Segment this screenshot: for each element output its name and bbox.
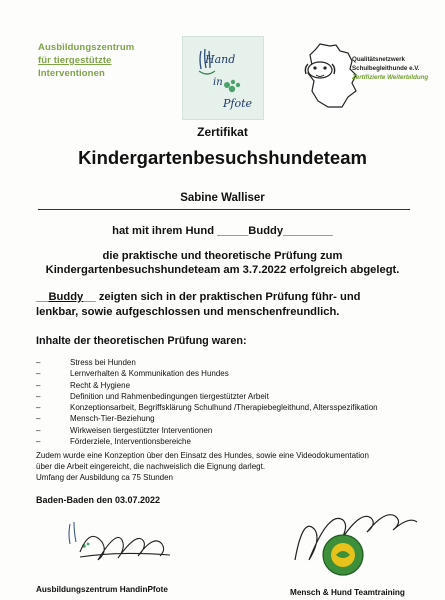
- list-item-text: Definition und Rahmenbedingungen tiergestützter Arbeit: [70, 391, 269, 401]
- list-item-text: Mensch-Tier-Beziehung: [70, 414, 155, 424]
- logo-text-in: in: [213, 77, 223, 88]
- list-item: [36, 402, 378, 413]
- footer-note-1: Zudem wurde eine Konzeption über den Einsatz des Hundes, sowie eine Videodokumentation: [36, 451, 369, 460]
- list-item-text: Konzeptionsarbeit, Begriffsklärung Schulhund /Therapiebegleithund, Altersspezifikation: [70, 403, 378, 413]
- recipient-name: Sabine Walliser: [180, 192, 265, 204]
- list-item-text: Stress bei Hunden: [70, 358, 136, 367]
- list-dash: –: [36, 437, 41, 447]
- list-item: [36, 391, 378, 402]
- dog-behaviour-name: Buddy: [48, 291, 84, 303]
- exam-line-2: Kindergartenbesuchshundeteam am 3.7.2022 erfolgreich abgelegt.: [45, 264, 400, 276]
- dog-name: Buddy: [248, 225, 284, 237]
- network-name-line1: Qualitätsnetzwerk: [352, 56, 405, 63]
- list-item-text: Förderziele, Interventionsbereiche: [70, 437, 191, 447]
- list-dash: –: [36, 358, 41, 367]
- dog-behaviour-prefix: __: [36, 291, 49, 303]
- theory-list: [36, 357, 378, 447]
- list-item: [36, 413, 378, 424]
- list-dash: –: [36, 425, 41, 435]
- hand-in-pfote-logo: [182, 36, 264, 120]
- dog-statement-prefix: hat mit ihrem Hund _____: [112, 225, 249, 237]
- dog-statement-suffix: ________: [283, 225, 333, 237]
- org-name-line1: Ausbildungszentrum: [38, 42, 135, 53]
- org-name-line2: für tiergestützte: [38, 55, 112, 66]
- footer-notes: [36, 451, 369, 483]
- right-signature-with-seal: [285, 500, 435, 585]
- signer-right: Mensch & Hund Teamtraining: [290, 588, 405, 597]
- list-dash: –: [36, 391, 41, 401]
- list-dash: –: [36, 369, 41, 379]
- left-signature: [40, 512, 190, 572]
- network-name-line3: Zertifizierte Weiterbildung: [352, 74, 429, 81]
- list-item: [36, 425, 378, 436]
- dog-behaviour-line-2: lenkbar, sowie aufgeschlossen und menschenfreundlich.: [36, 306, 340, 318]
- list-item-text: Recht & Hygiene: [70, 380, 131, 390]
- list-dash: –: [36, 403, 41, 413]
- list-item: [36, 380, 378, 391]
- footer-note-3: Umfang der Ausbildung ca 75 Stunden: [36, 472, 173, 482]
- place-date: Baden-Baden den 03.07.2022: [36, 495, 161, 505]
- hand-paw-icon: [183, 37, 263, 119]
- list-item-text: Wirkweisen tiergestützter Interventionen: [70, 425, 213, 435]
- exam-line-1: die praktische und theoretische Prüfung zum: [102, 250, 343, 262]
- network-name-line2: Schulbegleithunde e.V.: [352, 65, 420, 72]
- theory-heading: Inhalte der theoretischen Prüfung waren:: [36, 335, 247, 347]
- list-item: [36, 436, 378, 447]
- list-item-text: Lernverhalten & Kommunikation des Hundes: [70, 369, 229, 379]
- org-name-line3: Interventionen: [38, 68, 105, 79]
- list-dash: –: [36, 414, 41, 424]
- list-item: [36, 368, 378, 379]
- certificate-label: Zertifikat: [197, 125, 248, 139]
- footer-note-2: über die Arbeit eingereicht, die nachweislich die Eignung darlegt.: [36, 461, 266, 471]
- logo-text-hand: Hand: [205, 53, 236, 66]
- dog-statement: [0, 225, 445, 237]
- list-item: [36, 357, 378, 368]
- logo-text-pfote: Pfote: [223, 97, 253, 110]
- list-dash: –: [36, 380, 41, 390]
- dog-behaviour-line-1: [36, 291, 361, 303]
- dog-behaviour-rest: __ zeigten sich in der praktischen Prüfung führ- und: [83, 291, 361, 303]
- certificate-title: Kindergartenbesuchshundeteam: [78, 147, 367, 168]
- signer-left: Ausbildungszentrum HandinPfote: [36, 585, 168, 594]
- name-underline: [38, 209, 410, 210]
